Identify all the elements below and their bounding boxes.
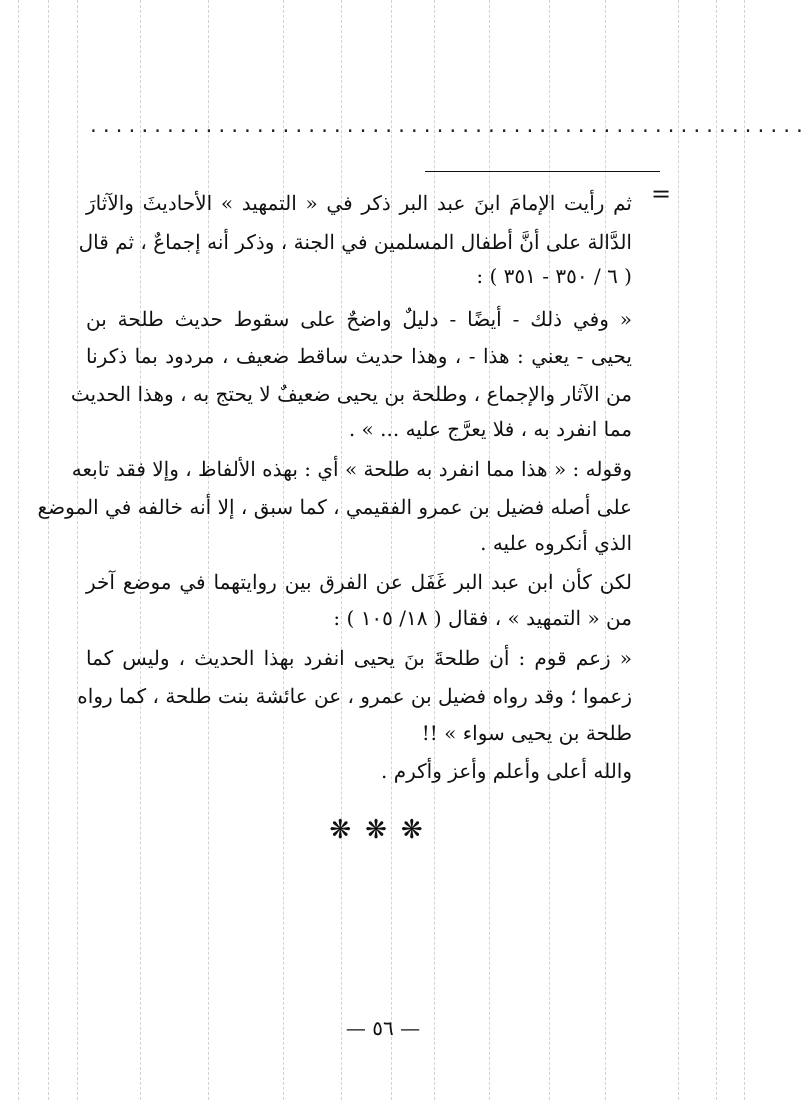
scan-guide-line [341,0,342,1100]
text-line: لكن كأن ابن عبد البر غَفَل عن الفرق بين روايتهما في موضع آخر [86,570,632,594]
text-line: الذي أنكروه عليه . [480,531,632,555]
text-line: يحيى - يعني : هذا - ، وهذا حديث ساقط ضعيف ، مردود بما ذكرنا [86,344,632,368]
text-line: والله أعلى وأعلم وأعز وأكرم . [381,759,632,783]
scan-guide-line [678,0,679,1100]
footnote-rule [425,171,660,172]
scan-guide-line [283,0,284,1100]
scan-guide-line [48,0,49,1100]
text-line: ثم رأيت الإمامَ ابنَ عبد البر ذكر في « التمهيد » الأحاديثَ والآثارَ [86,191,632,215]
text-line: مما انفرد به ، فلا يعرَّج عليه ... » . [348,417,632,441]
ornament-stars: ❋❋❋ [329,815,437,845]
text-line: من الآثار والإجماع ، وطلحة بن يحيى ضعيفٌ لا يحتج به ، وهذا الحديث [70,382,632,406]
continuation-mark: = [651,180,672,208]
text-line: زعموا ؛ وقد رواه فضيل بن عمرو ، عن عائشة بنت طلحة ، كما رواه [77,684,632,708]
text-line: ( ٦ / ٣٥٠ - ٣٥١ ) : [476,264,632,288]
scan-guide-line [716,0,717,1100]
text-line: « وفي ذلك - أيضًا - دليلٌ واضحٌ على سقوط حديث طلحة بن [86,307,632,331]
scan-guide-line [391,0,392,1100]
text-line: من « التمهيد » ، فقال ( ١٨/ ١٠٥ ) : [333,606,632,630]
separator-dots: ........................................................ [88,116,807,137]
scan-guide-line [434,0,435,1100]
scan-guide-line [18,0,19,1100]
scan-guide-line [744,0,745,1100]
text-line: على أصله فضيل بن عمرو الفقيمي ، كما سبق ، إلا أنه خالفه في الموضع [37,495,632,519]
text-line: طلحة بن يحيى سواء » !! [421,721,632,745]
text-line: الدَّالة على أنَّ أطفال المسلمين في الجنة ، وذكر أنه إجماعٌ ، ثم قال [78,230,632,254]
text-line: وقوله : « هذا مما انفرد به طلحة » أي : بهذه الألفاظ ، وإلا فقد تابعه [71,457,632,481]
scan-guide-line [77,0,78,1100]
text-line: « زعم قوم : أن طلحةَ بنَ يحيى انفرد بهذا الحديث ، وليس كما [86,646,633,670]
page-number: — ٥٦ — [345,1016,421,1040]
scan-guide-line [140,0,141,1100]
scan-guide-line [208,0,209,1100]
